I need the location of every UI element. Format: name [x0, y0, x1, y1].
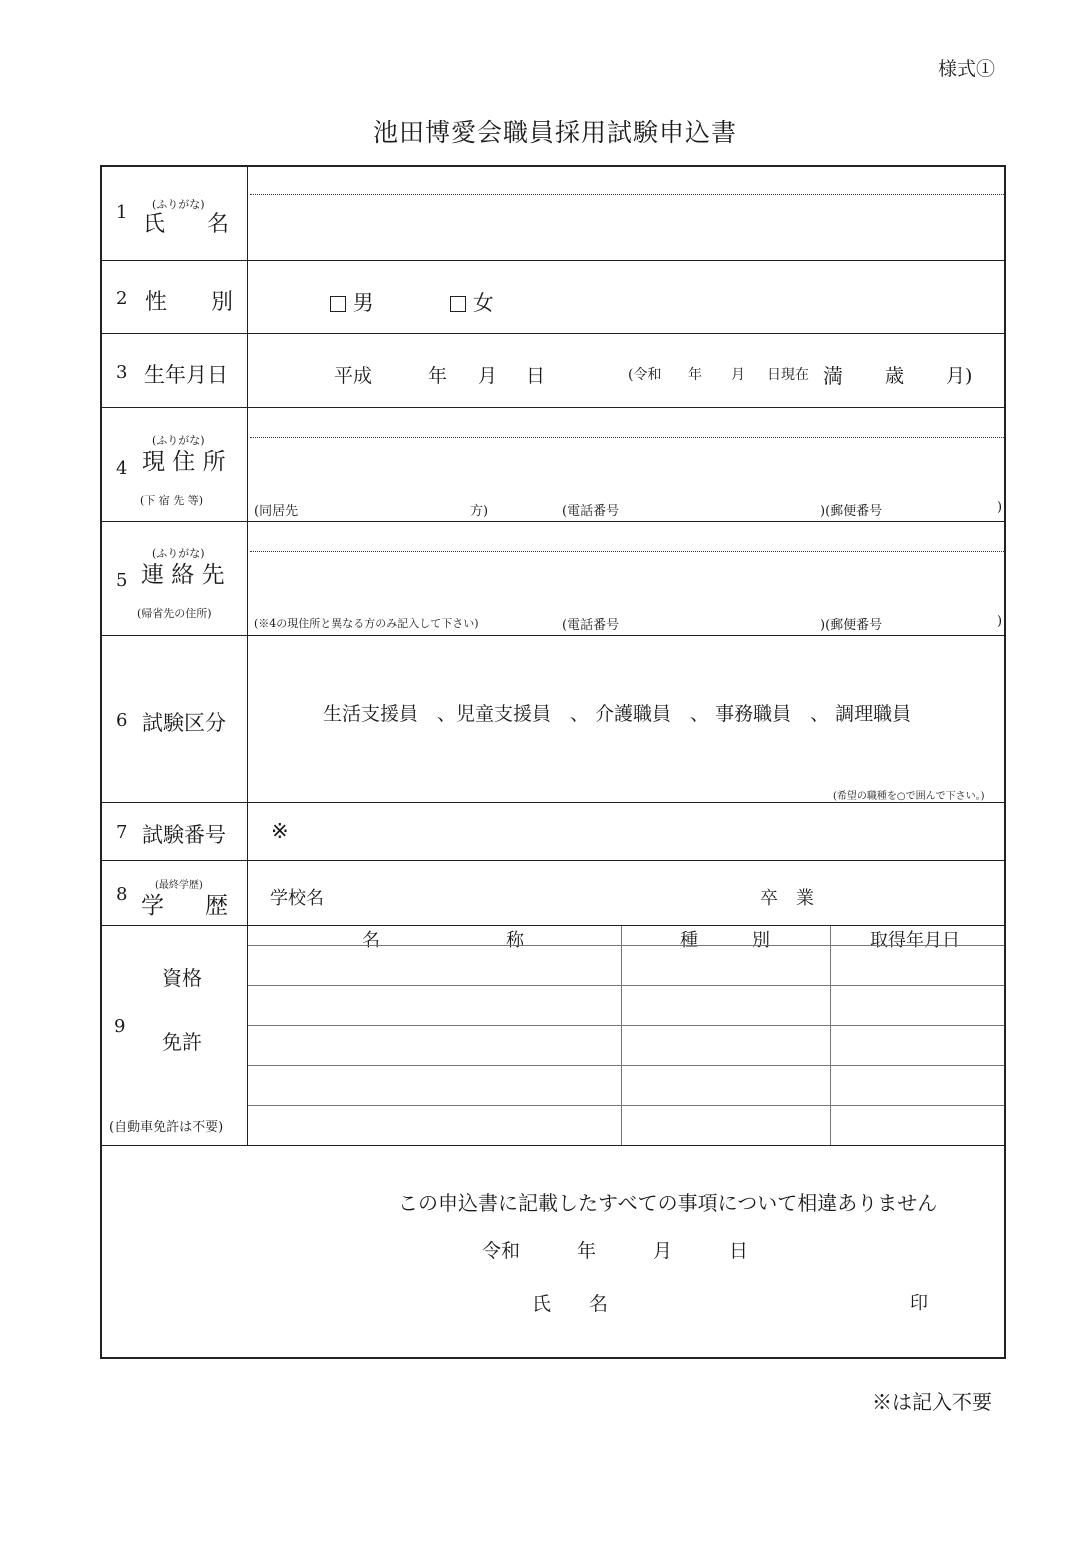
as-of-year-unit: 年: [688, 367, 702, 383]
row-divider: [100, 333, 1006, 334]
row-divider: [100, 635, 1006, 636]
school-name-label: 学校名: [270, 888, 324, 909]
checkbox-icon[interactable]: [450, 296, 466, 312]
table-line: [248, 1025, 1004, 1026]
age-years-unit: 歳: [885, 365, 905, 387]
furigana-dotted-line: [250, 194, 1004, 195]
address-label: 現 住 所: [142, 449, 226, 475]
as-of-month-unit: 月: [731, 367, 745, 383]
birth-month-unit: 月: [478, 365, 498, 387]
contact-note: (※4の現住所と異なる方のみ記入して下さい): [254, 617, 479, 630]
license-header-date: 取得年月日: [870, 930, 960, 951]
exam-number-label: 試験番号: [142, 823, 226, 847]
close-paren: ): [997, 500, 1003, 515]
row-number: 8: [116, 884, 128, 905]
contact-label: 連 絡 先: [141, 562, 225, 588]
license-note: (自動車免許は不要): [109, 1120, 224, 1135]
seal-mark: 印: [910, 1293, 928, 1314]
gender-male-option[interactable]: 男: [330, 287, 374, 317]
furigana-label: (ふりがな): [152, 547, 205, 560]
furigana-label: (最終学歴): [155, 880, 203, 891]
age-months-unit: 月): [946, 365, 973, 387]
name-label-1: 氏: [143, 212, 166, 237]
checkbox-icon[interactable]: [330, 296, 346, 312]
name-field[interactable]: [250, 197, 1004, 259]
phone-label: (電話番号: [562, 618, 620, 633]
table-column-line: [830, 926, 831, 1145]
birth-year-unit: 年: [428, 365, 448, 387]
row-number: 4: [116, 458, 128, 479]
row-number: 7: [116, 822, 128, 843]
furigana-label: (ふりがな): [152, 434, 205, 447]
as-of-day-unit: 日現在: [767, 367, 809, 383]
table-line: [248, 1065, 1004, 1066]
table-line: [248, 985, 1004, 986]
birth-era: 平成: [334, 365, 373, 387]
table-line: [248, 1105, 1004, 1106]
cohabit-label: (同居先: [254, 504, 299, 519]
row-divider: [100, 407, 1006, 408]
application-form-table: [100, 165, 1006, 1359]
postal-label: )(郵便番号: [820, 618, 883, 633]
row-divider: [100, 860, 1006, 861]
education-label-1: 学: [141, 893, 164, 919]
gender-female-option[interactable]: 女: [450, 287, 494, 317]
birth-day-unit: 日: [526, 365, 546, 387]
name-furigana-field[interactable]: [250, 167, 1004, 193]
graduated-label: 卒 業: [760, 888, 814, 909]
license-header-name: 名 称: [362, 930, 524, 951]
row-number: 9: [114, 1016, 126, 1037]
license-label-1: 資格: [162, 966, 202, 990]
contact-sub-label: (帰省先の住所): [137, 607, 212, 620]
row-number: 2: [116, 288, 128, 309]
table-line: [248, 945, 1004, 946]
declaration-statement: この申込書に記載したすべての事項について相違ありません: [398, 1191, 938, 1215]
category-options[interactable]: 生活支援員 、児童支援員 、 介護職員 、 事務職員 、 調理職員: [323, 703, 912, 725]
name-label-2: 名: [207, 212, 230, 237]
age-full-label: 満: [823, 364, 843, 388]
as-of-era: (令和: [628, 367, 662, 383]
form-number: 様式①: [938, 58, 996, 80]
birthdate-label: 生年月日: [144, 363, 228, 387]
contact-field[interactable]: [250, 554, 1004, 609]
row-number: 5: [116, 570, 128, 591]
row-divider: [100, 521, 1006, 522]
address-sub-label: (下 宿 先 等): [140, 494, 204, 507]
gender-label: 性 別: [145, 290, 234, 315]
column-divider: [247, 165, 248, 1145]
exam-number-mark: ※: [271, 819, 289, 843]
category-label: 試験区分: [142, 711, 226, 735]
furigana-dotted-line: [250, 551, 1004, 552]
furigana-dotted-line: [250, 437, 1004, 438]
category-note: (希望の職種を○で囲んで下さい。): [833, 791, 985, 802]
row-number: 1: [116, 202, 128, 223]
education-label-2: 歴: [205, 893, 228, 919]
phone-label: (電話番号: [562, 504, 620, 519]
row-divider: [100, 802, 1006, 803]
row-divider: [100, 1145, 1006, 1146]
furigana-label: (ふりがな): [152, 198, 205, 211]
contact-furigana-field[interactable]: [250, 525, 1004, 549]
address-furigana-field[interactable]: [250, 411, 1004, 435]
row-number: 6: [116, 710, 128, 731]
page-title: 池田博愛会職員採用試験申込書: [372, 118, 737, 147]
declaration-name-label: 氏 名: [532, 1293, 609, 1315]
license-label-2: 免許: [162, 1030, 202, 1054]
row-number: 3: [116, 362, 128, 383]
row-divider: [100, 260, 1006, 261]
table-column-line: [621, 926, 622, 1145]
footer-note: ※は記入不要: [872, 1390, 992, 1414]
license-header-type: 種 別: [680, 930, 770, 951]
declaration-date: 令和 年 月 日: [482, 1240, 749, 1262]
postal-label: )(郵便番号: [820, 504, 883, 519]
address-field[interactable]: [250, 440, 1004, 495]
close-paren: ): [997, 614, 1003, 629]
cohabit-close: 方): [470, 504, 489, 519]
